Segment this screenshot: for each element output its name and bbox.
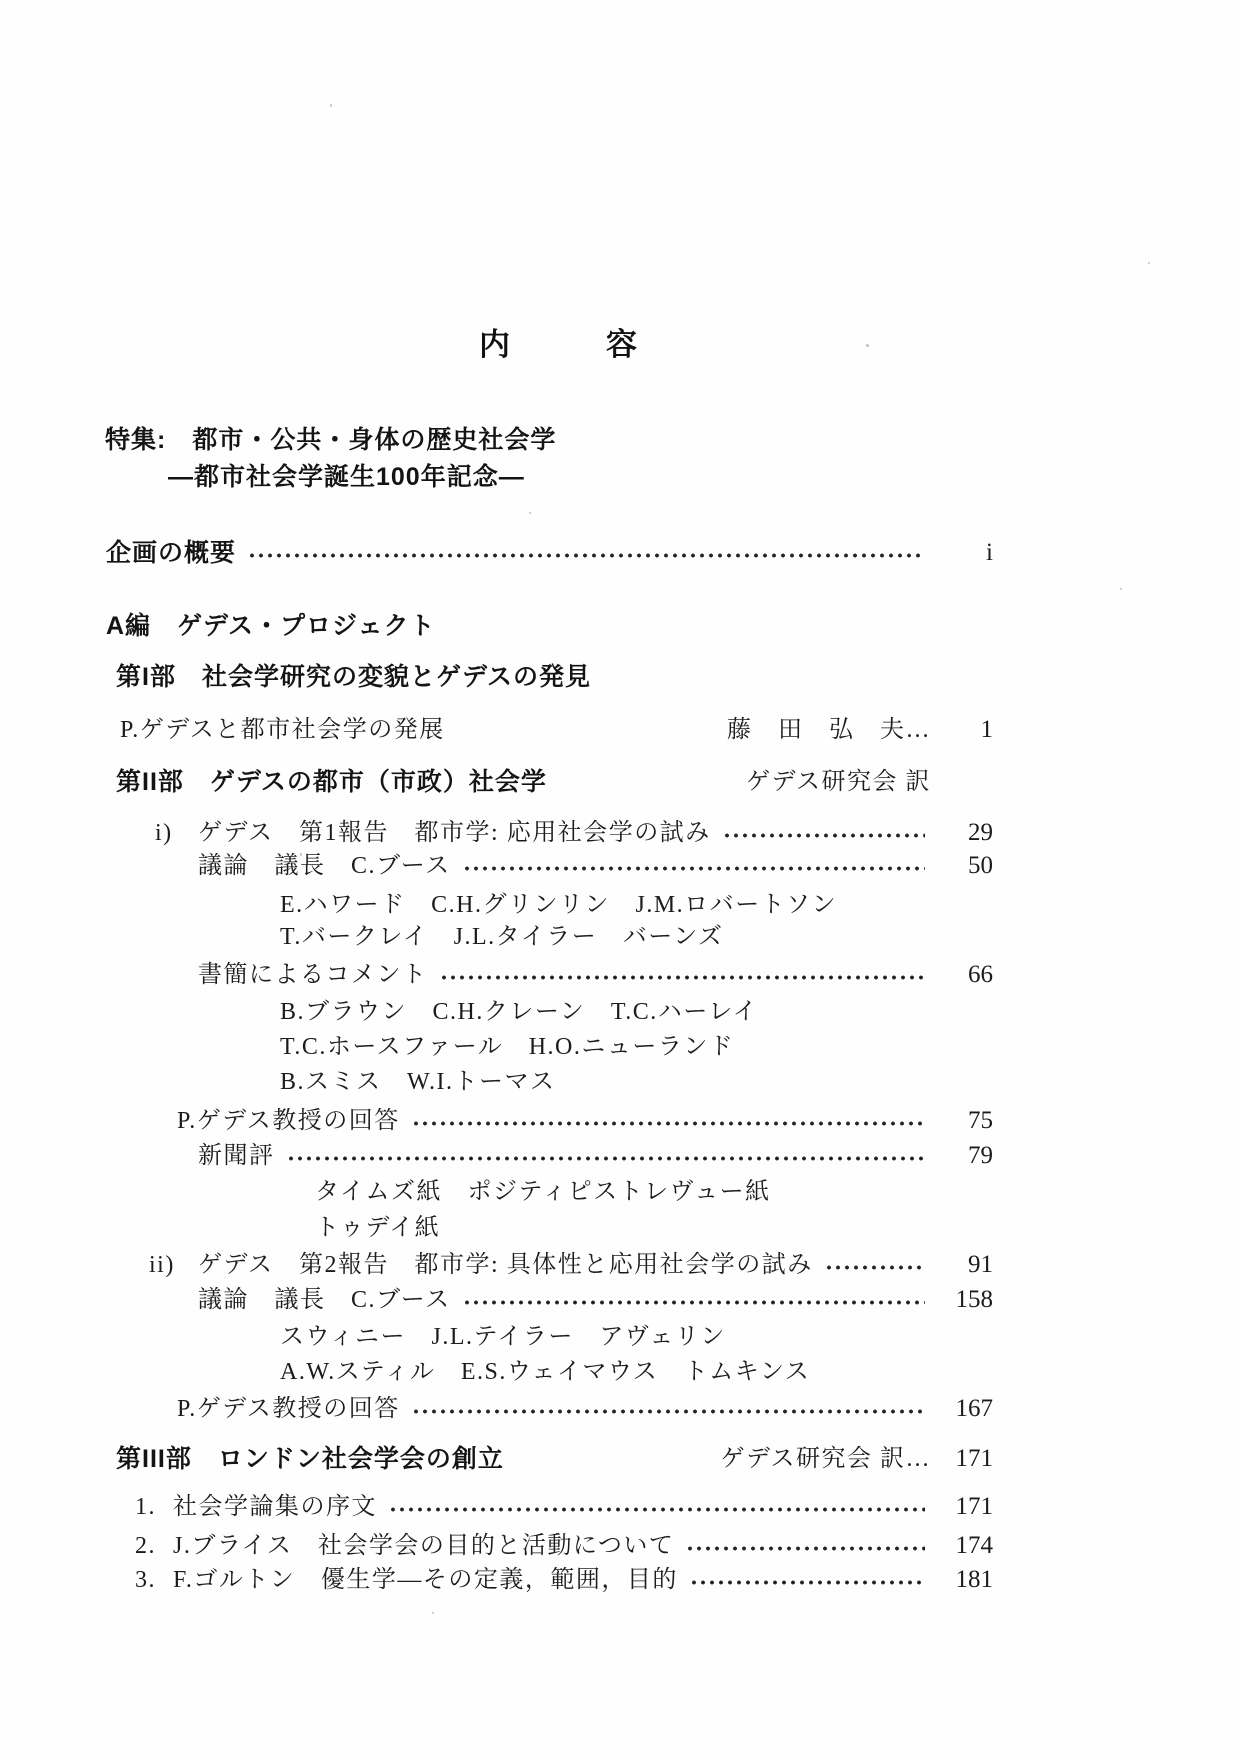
dot-leader	[686, 1546, 925, 1551]
author-name: 藤 田 弘 夫…	[727, 717, 931, 743]
dot-leader	[440, 975, 926, 980]
translator-credit: ゲデス研究会 訳	[745, 769, 931, 795]
dot-leader	[463, 866, 925, 871]
toc-item-title: B.ブラウン C.H.クレーン T.C.ハーレイ	[280, 999, 759, 1025]
dot-leader	[825, 1265, 925, 1270]
page-number: 75	[968, 1107, 993, 1134]
toc-row	[104, 1319, 993, 1355]
toc-row	[104, 887, 993, 923]
toc-item-marker: 2.	[135, 1533, 156, 1559]
toc-item-title: A.W.スティル E.S.ウェイマウス トムキンス	[280, 1359, 811, 1385]
page-number: 91	[968, 1251, 993, 1278]
toc-item-title: 第III部 ロンドン社会学会の創立	[116, 1445, 504, 1473]
toc-item-title: 新聞評	[198, 1143, 275, 1169]
toc-row	[104, 1528, 993, 1564]
toc-row	[104, 1064, 993, 1100]
toc-row	[104, 1354, 993, 1390]
toc-row	[104, 994, 993, 1030]
page-number: 171	[955, 1445, 993, 1472]
toc-row	[104, 1562, 993, 1598]
feature-heading: 特集: 都市・公共・身体の歴史社会学	[105, 426, 557, 454]
page-title: 内容	[479, 327, 733, 362]
toc-item-title: 第I部 社会学研究の変貌とゲデスの発見	[116, 663, 591, 691]
page-number: 181	[955, 1566, 993, 1593]
toc-row	[104, 848, 993, 884]
dot-leader	[412, 1409, 925, 1414]
toc-item-title: 企画の概要	[106, 539, 237, 567]
toc-item-marker: 1.	[135, 1494, 156, 1520]
page-number: 29	[968, 819, 993, 846]
toc-row	[104, 1210, 993, 1246]
toc-item-title: P.ゲデス教授の回答	[177, 1108, 400, 1134]
scan-speck	[529, 512, 531, 514]
toc-row	[104, 712, 993, 748]
toc-item-title: タイムズ紙 ポジティピストレヴュー紙	[315, 1179, 771, 1205]
toc-row	[104, 1391, 993, 1427]
toc-row	[104, 1029, 993, 1065]
scan-speck	[1120, 588, 1122, 590]
toc-row	[104, 535, 993, 571]
toc-row	[104, 1103, 993, 1139]
toc-item-title: B.スミス W.I.トーマス	[280, 1069, 556, 1095]
toc-item-title: ゲデス 第2報告 都市学: 具体性と応用社会学の試み	[198, 1252, 813, 1278]
toc-row	[104, 1282, 993, 1318]
toc-item-title: F.ゴルトン 優生学―その定義，範囲，目的	[173, 1567, 678, 1593]
toc-item-title: 社会学論集の序文	[173, 1494, 377, 1520]
page-number: 66	[968, 961, 993, 988]
scan-speck	[866, 344, 869, 347]
page-number: 167	[955, 1395, 993, 1422]
toc-item-title: E.ハワード C.H.グリンリン J.M.ロバートソン	[280, 892, 838, 918]
dot-leader	[463, 1300, 925, 1305]
toc-row	[104, 957, 993, 993]
toc-row	[104, 1247, 993, 1283]
toc-item-title: T.C.ホースファール H.O.ニューランド	[280, 1034, 735, 1060]
toc-item-title: P.ゲデスと都市社会学の発展	[120, 717, 445, 743]
toc-item-title: 書簡によるコメント	[198, 962, 428, 988]
translator-credit: ゲデス研究会 訳…	[720, 1446, 931, 1472]
scan-speck	[300, 853, 302, 856]
scan-speck	[1148, 262, 1150, 264]
dot-leader	[287, 1156, 926, 1161]
dot-leader	[412, 1121, 925, 1126]
page-number: 50	[968, 852, 993, 879]
toc-item-title: トゥデイ紙	[315, 1215, 441, 1241]
feature-subtitle: ―都市社会学誕生100年記念―	[168, 463, 525, 491]
dot-leader	[389, 1507, 925, 1512]
toc-item-marker: 3.	[135, 1567, 156, 1593]
dot-leader	[690, 1580, 925, 1585]
dot-leader	[723, 833, 925, 838]
toc-item-title: A編 ゲデス・プロジェクト	[106, 612, 436, 640]
page-number: 171	[955, 1493, 993, 1520]
scan-speck	[432, 1612, 434, 1614]
toc-item-title: ゲデス 第1報告 都市学: 応用社会学の試み	[198, 820, 711, 846]
page-number: 1	[980, 716, 993, 743]
page-number: 158	[955, 1286, 993, 1313]
toc-row	[104, 659, 993, 695]
toc-row	[104, 815, 993, 851]
toc-item-title: スウィニー J.L.テイラー アヴェリン	[280, 1324, 726, 1350]
dot-leader	[248, 553, 925, 558]
toc-row	[104, 764, 993, 800]
toc-item-title: 議論 議長 C.ブース	[198, 853, 451, 879]
toc-item-title: P.ゲデス教授の回答	[177, 1396, 400, 1422]
toc-item-title: 議論 議長 C.ブース	[198, 1287, 451, 1313]
toc-row	[104, 1174, 993, 1210]
toc-item-title: T.バークレイ J.L.タイラー バーンズ	[280, 924, 724, 950]
page-number: 79	[968, 1142, 993, 1169]
toc-item-marker: ii)	[149, 1252, 175, 1278]
toc-row	[104, 919, 993, 955]
toc-row	[104, 608, 993, 644]
toc-item-title: 第II部 ゲデスの都市（市政）社会学	[116, 768, 547, 796]
toc-row	[104, 1489, 993, 1525]
toc-item-marker: i)	[155, 820, 173, 846]
toc-row	[104, 1138, 993, 1174]
toc-row	[104, 1441, 993, 1477]
toc-item-title: J.ブライス 社会学会の目的と活動について	[173, 1533, 675, 1559]
page-number: 174	[955, 1532, 993, 1559]
scan-speck	[330, 104, 332, 107]
page-number: i	[986, 539, 993, 566]
